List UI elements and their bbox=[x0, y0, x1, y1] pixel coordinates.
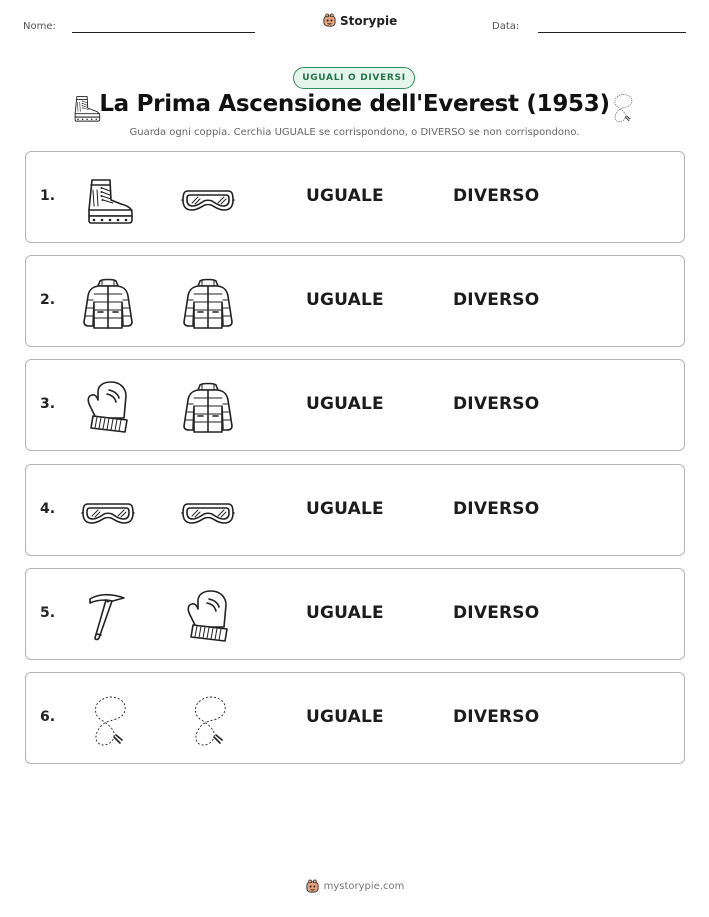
brand-name: Storypie bbox=[340, 13, 398, 28]
exercise-row bbox=[25, 255, 685, 347]
page-title: La Prima Ascensione dell'Everest (1953) bbox=[99, 91, 610, 117]
different-option[interactable]: DIVERSO bbox=[453, 394, 540, 414]
row-number: 1. bbox=[40, 188, 56, 204]
exercise-row bbox=[25, 568, 685, 660]
storypie-logo-icon bbox=[322, 13, 337, 28]
same-option[interactable]: UGUALE bbox=[306, 394, 384, 414]
name-label: Nome: bbox=[23, 21, 56, 32]
different-option[interactable]: DIVERSO bbox=[453, 186, 540, 206]
same-option[interactable]: UGUALE bbox=[306, 290, 384, 310]
rope-icon bbox=[80, 693, 136, 749]
rope-icon bbox=[180, 693, 236, 749]
instructions: Guarda ogni coppia. Cerchia UGUALE se corrispondono, o DIVERSO se non corrispondono. bbox=[129, 127, 580, 138]
date-label: Data: bbox=[492, 21, 520, 32]
exercise-row bbox=[25, 672, 685, 764]
different-option[interactable]: DIVERSO bbox=[453, 499, 540, 519]
row-number: 2. bbox=[40, 292, 56, 308]
row-number: 5. bbox=[40, 605, 56, 621]
worksheet-type-badge: UGUALI O DIVERSI bbox=[293, 67, 415, 89]
mitten-icon bbox=[180, 589, 236, 645]
date-field[interactable] bbox=[538, 32, 686, 33]
different-option[interactable]: DIVERSO bbox=[453, 707, 540, 727]
exercise-row bbox=[25, 151, 685, 243]
name-field[interactable] bbox=[72, 32, 255, 33]
same-option[interactable]: UGUALE bbox=[306, 186, 384, 206]
worksheet-header bbox=[0, 0, 709, 50]
goggles-icon bbox=[80, 485, 136, 541]
footer bbox=[0, 879, 709, 894]
jacket-icon bbox=[180, 276, 236, 332]
same-option[interactable]: UGUALE bbox=[306, 499, 384, 519]
boot-icon bbox=[80, 172, 136, 228]
brand-logo bbox=[322, 13, 397, 28]
storypie-logo-icon bbox=[305, 879, 320, 894]
different-option[interactable]: DIVERSO bbox=[453, 603, 540, 623]
same-option[interactable]: UGUALE bbox=[306, 603, 384, 623]
goggles-icon bbox=[180, 172, 236, 228]
row-number: 6. bbox=[40, 709, 56, 725]
exercise-row bbox=[25, 359, 685, 451]
different-option[interactable]: DIVERSO bbox=[453, 290, 540, 310]
ice-axe-icon bbox=[80, 589, 136, 645]
rope-icon bbox=[606, 92, 638, 124]
mitten-icon bbox=[80, 380, 136, 436]
jacket-icon bbox=[180, 380, 236, 436]
exercise-row bbox=[25, 464, 685, 556]
goggles-icon bbox=[180, 485, 236, 541]
footer-url: mystorypie.com bbox=[323, 881, 405, 892]
jacket-icon bbox=[80, 276, 136, 332]
row-number: 4. bbox=[40, 501, 56, 517]
row-number: 3. bbox=[40, 396, 56, 412]
same-option[interactable]: UGUALE bbox=[306, 707, 384, 727]
